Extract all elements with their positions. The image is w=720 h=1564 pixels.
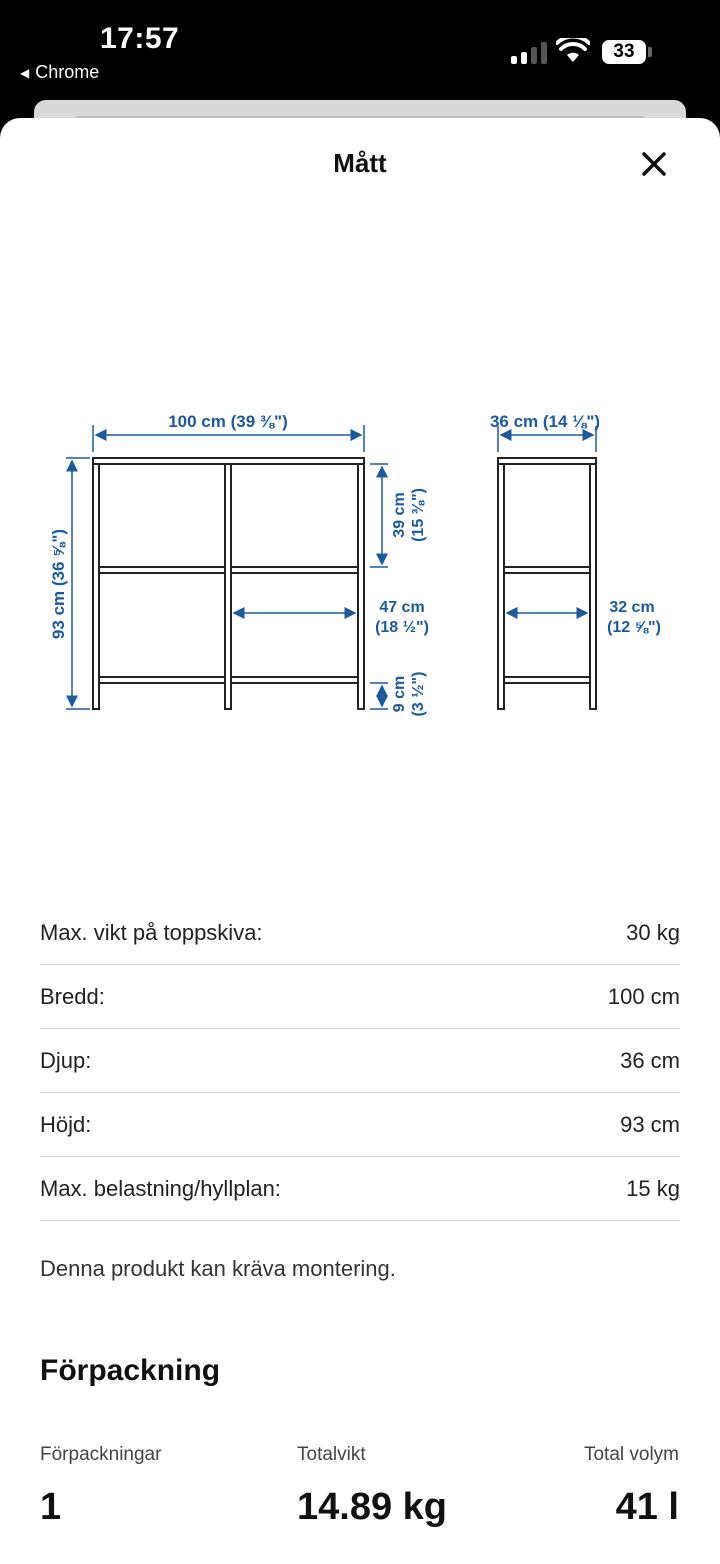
spec-value: 93 cm (620, 1111, 680, 1137)
packaging-count-value: 1 (40, 1486, 62, 1528)
spec-value: 100 cm (607, 983, 680, 1009)
spec-row (40, 901, 680, 965)
spec-value: 36 cm (620, 1047, 680, 1073)
packaging-volume-label: Total volym (583, 1444, 679, 1465)
inner-width-label-inch: (18 ½") (375, 619, 429, 636)
inner-width-label: 47 cm (379, 599, 425, 616)
side-view-shelf (498, 458, 596, 709)
spec-row (40, 1093, 680, 1157)
packaging-weight (297, 1444, 447, 1529)
front-width-label: 100 cm (39 ⅜") (168, 412, 288, 431)
spec-label: Bredd: (40, 983, 105, 1009)
inner-depth-label: 32 cm (609, 599, 655, 616)
back-app-label: Chrome (35, 62, 100, 82)
packaging-count (40, 1444, 161, 1529)
spec-row (40, 1029, 680, 1093)
battery-tip-icon (648, 47, 652, 57)
inner-depth-label-inch: (12 ⅝") (607, 619, 661, 636)
side-depth-label: 36 cm (14 ⅛") (489, 412, 601, 431)
bottom-gap-label: 9 cm (391, 675, 408, 713)
dimensions-modal (0, 118, 720, 1564)
back-to-app-link[interactable] (20, 62, 99, 83)
packaging-title: Förpackning (40, 1354, 221, 1387)
spec-value: 15 kg (626, 1175, 680, 1201)
spec-label: Max. belastning/hyllplan: (40, 1175, 281, 1201)
spec-label: Max. vikt på toppskiva: (40, 919, 263, 945)
assembly-note: Denna produkt kan kräva montering. (40, 1256, 396, 1281)
spec-value: 30 kg (626, 919, 680, 945)
wifi-icon (556, 38, 590, 64)
dimension-drawing (0, 118, 720, 898)
status-time: 17:57 (100, 22, 180, 55)
spec-row (40, 1157, 680, 1221)
modal-title: Mått (333, 148, 387, 178)
front-view-shelf (93, 458, 364, 709)
status-bar (0, 0, 720, 100)
battery-level: 33 (602, 40, 646, 64)
spec-label: Djup: (40, 1047, 92, 1073)
packaging-volume-value: 41 l (615, 1486, 679, 1528)
packaging-weight-label: Totalvikt (297, 1444, 366, 1465)
packaging-count-label: Förpackningar (40, 1444, 162, 1465)
packaging-volume (584, 1444, 679, 1529)
spec-label: Höjd: (40, 1111, 92, 1137)
cellular-signal-icon (511, 40, 547, 64)
bottom-gap-label-inch: (3 ½") (410, 671, 427, 717)
top-gap-label: 39 cm (391, 492, 408, 538)
spec-row (40, 965, 680, 1029)
top-gap-label-inch: (15 ⅜") (410, 488, 427, 542)
back-triangle-icon: ◀ (20, 65, 30, 80)
packaging-weight-value: 14.89 kg (297, 1486, 447, 1528)
specs-list (40, 901, 680, 1221)
front-height-label: 93 cm (36 ⅝") (49, 528, 68, 640)
